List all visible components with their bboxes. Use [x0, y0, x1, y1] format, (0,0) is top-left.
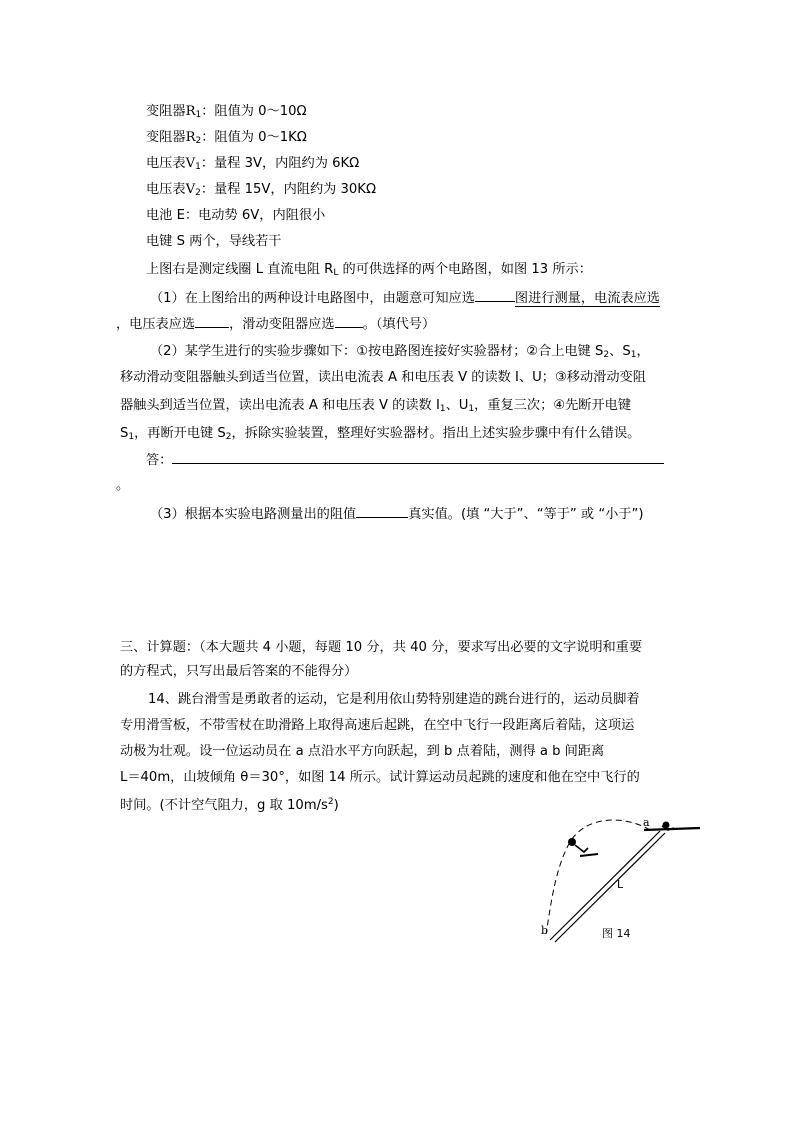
equipment-battery: 电池 E：电动势 6V，内阻很小 [146, 208, 326, 223]
q2-answer-line: 答： [146, 450, 664, 471]
q14-line5: 时间。(不计空气阻力，g 取 $10m/s^2$) [120, 797, 339, 813]
figure-caption: 图 14 [602, 927, 631, 940]
equipment-v2: 电压表$V_2$：量程 15V，内阻约为 30KΩ [146, 182, 377, 198]
q2-line1: （2）某学生进行的实验步骤如下：①按电路图连接好实验器材；②合上电键 $S_2$、$S_1$， [150, 344, 650, 360]
q1-voltmeter-blank[interactable] [195, 314, 229, 328]
skier-flight-head [568, 838, 576, 846]
q2-end-mark: 。 [116, 478, 130, 493]
equipment-r1: 变阻器$R_1$：阻值为 0～10Ω [146, 104, 307, 120]
figure-14-ski-jump-diagram [532, 812, 702, 952]
q14-line4: L＝40m，山坡倾角 θ＝30°，如图 14 所示。试计算运动员起跳的速度和他在空中飞行的 [120, 770, 640, 785]
section3-line2: 的方程式，只写出最后答案的不能得分） [120, 664, 358, 679]
label-b: b [541, 924, 549, 937]
skier-flight-body [575, 845, 588, 852]
q1-rheostat-blank[interactable] [335, 314, 363, 328]
equipment-v1: 电压表$V_1$：量程 3V，内阻约为 6KΩ [146, 156, 360, 172]
skier-flight-ski [580, 854, 598, 856]
q2-line4: $S_1$，再断开电键 $S_2$，拆除实验装置，整理好实验器材。指出上述实验步骤中有什么错误。 [120, 426, 641, 442]
q2-answer-blank[interactable] [172, 450, 664, 464]
q1-line1: （1）在上图给出的两种设计电路图中，由题意可知应选 图进行测量，电流表应选 [150, 288, 660, 309]
q2-line3: 器触头到适当位置，读出电流表 A 和电压表 V 的读数 $I_1$、$U_1$，重复三次；④先断开电键 [120, 398, 632, 414]
label-L: L [617, 878, 624, 891]
q3-blank[interactable] [356, 504, 408, 518]
jump-trajectory [546, 820, 650, 934]
equipment-switch: 电键 S 两个，导线若干 [146, 234, 282, 249]
q14-line2: 专用滑雪板，不带雪杖在助滑路上取得高速后起跳，在空中飞行一段距离后着陆，这项运 [120, 718, 635, 733]
q1-circuit-blank[interactable] [475, 288, 515, 302]
q3-line: （3）根据本实验电路测量出的阻值 真实值。(填 “大于”、“等于” 或 “小于”) [150, 504, 644, 525]
q14-line1: 14、跳台滑雪是勇敢者的运动，它是利用依山势特别建造的跳台进行的，运动员脚着 [148, 692, 640, 707]
slope-line-outer [550, 831, 660, 940]
label-a: a [643, 816, 650, 829]
intro-text: 上图右是测定线圈 L 直流电阻 $R_L$ 的可供选择的两个电路图，如图 13 所示： [146, 262, 592, 278]
q14-line3: 动极为壮观。设一位运动员在 a 点沿水平方向跃起，到 b 点着陆，测得 a b 间距离 [120, 744, 605, 759]
equipment-r2: 变阻器$R_2$：阻值为 0～1KΩ [146, 130, 307, 146]
q2-line2: 移动滑动变阻器触头到适当位置，读出电流表 A 和电压表 V 的读数 I、U；③移动滑动变阻 [120, 370, 646, 385]
slope-line-inner [555, 833, 665, 942]
q1-line2: ，电压表应选 ，滑动变阻器应选 。（填代号） [116, 314, 435, 335]
section3-line1: 三、计算题：（本大题共 4 小题，每题 10 分，共 40 分，要求写出必要的文字说明和重要 [120, 640, 643, 655]
